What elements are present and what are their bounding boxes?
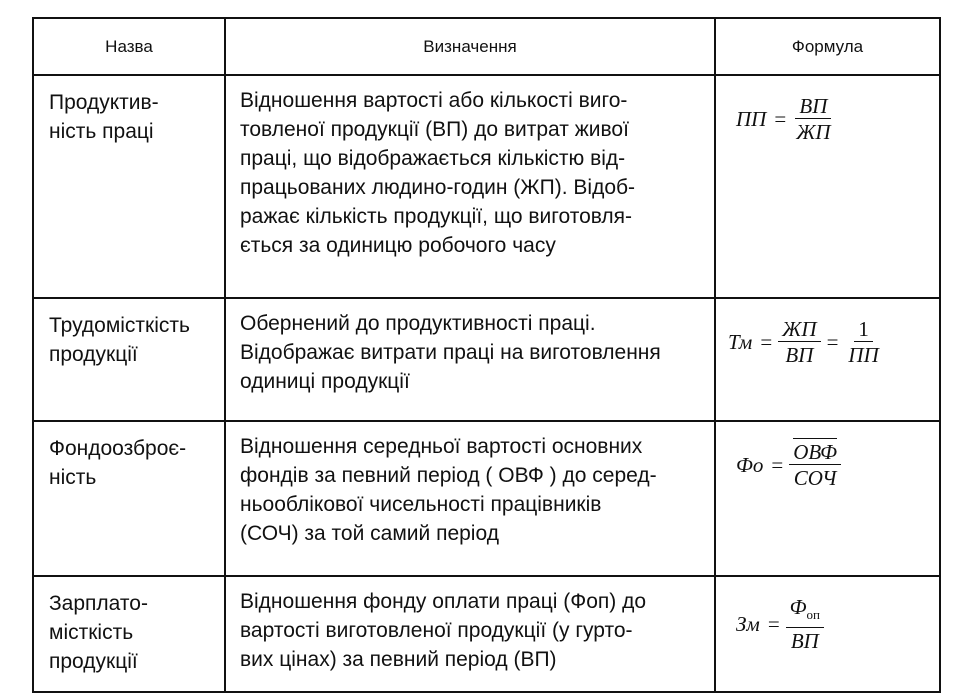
table-row: [33, 75, 940, 298]
formula: Тм = $\frac{ЖП}{ВП}$ = $\frac{1}{ПП}$: [728, 317, 889, 368]
row-formula: [715, 75, 940, 298]
indicators-table: [32, 17, 941, 693]
row-definition: Обернений до продуктивності праці. Відображає витрати праці на виготовлення одиниці продукції: [225, 298, 715, 421]
row-name: Фондоозброє- ність: [33, 421, 225, 576]
row-formula: [715, 421, 940, 576]
fraction: $\frac{1}{ПП}$: [848, 317, 879, 367]
fraction: $\frac{ВП}{ЖП}$: [796, 94, 831, 144]
row-name: Продуктив- ність праці: [33, 75, 225, 298]
row-definition: Відношення середньої вартості основних фондів за певний період ( ОВФ ) до серед- ньооблікової чисельності працівників (СОЧ) за той самий період: [225, 421, 715, 576]
row-name: Трудомісткість продукції: [33, 298, 225, 421]
header-formula: Формула: [715, 18, 940, 75]
formula: Фо = $\frac{\text{ОВФ}}{\text{СОЧ}}$: [736, 440, 847, 491]
formula: ПП = $\frac{ВП}{ЖП}$: [736, 94, 841, 145]
row-name: Зарплато- місткість продукції: [33, 576, 225, 692]
fraction: $\frac{ЖП}{ВП}$: [778, 317, 820, 368]
row-definition: Відношення фонду оплати праці (Фоп) до вартості виготовленої продукції (у гурто- вих цінах) за певний період (ВП): [225, 576, 715, 692]
header-row: [33, 18, 940, 75]
formula: Зм = $\frac{Ф_{оп}}{ВП}$: [736, 595, 830, 654]
fraction: $\frac{\text{ОВФ}}{\text{СОЧ}}$: [789, 440, 841, 491]
fraction: $\frac{Ф_{оп}}{ВП}$: [786, 595, 824, 654]
table-row: [33, 298, 940, 421]
header-name: Назва: [33, 18, 225, 75]
table-row: [33, 576, 940, 692]
header-definition: Визначення: [225, 18, 715, 75]
table-row: [33, 421, 940, 576]
row-formula: [715, 298, 940, 421]
row-definition: Відношення вартості або кількості виго- товленої продукції (ВП) до витрат живої праці, що відображається кількістю від- працьованих людино-годин (ЖП). Відоб- ражає кількість продукції, що виготовля- ється за одиницю робочого часу: [225, 75, 715, 298]
row-formula: [715, 576, 940, 692]
